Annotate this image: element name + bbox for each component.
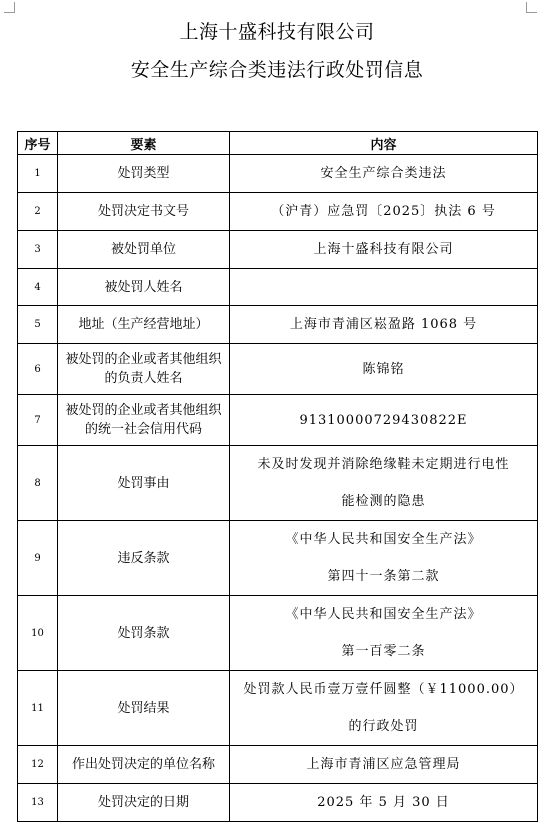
element-line: 作出处罚决定的单位名称 bbox=[71, 757, 215, 772]
table-row bbox=[18, 395, 538, 446]
content-line: 上海十盛科技有限公司 bbox=[313, 242, 454, 257]
document-title: 上海十盛科技有限公司 bbox=[179, 21, 375, 43]
table-row bbox=[18, 784, 538, 822]
content-line: （沪青）应急罚〔2025〕执法 6 号 bbox=[271, 204, 496, 219]
table-body bbox=[18, 155, 538, 822]
row-element bbox=[58, 193, 230, 231]
element-line: 被处罚人姓名 bbox=[104, 279, 183, 295]
element-line: 被处罚单位 bbox=[110, 242, 176, 257]
content-line: 2025 年 5 月 30 日 bbox=[317, 795, 450, 810]
row-number: 10 bbox=[18, 596, 58, 671]
content-line: 能检测的隐患 bbox=[341, 494, 426, 509]
row-element bbox=[58, 306, 230, 344]
element-line: 的统一社会信用代码 bbox=[84, 422, 202, 437]
table-row bbox=[18, 521, 538, 596]
row-content bbox=[230, 784, 538, 822]
table-row bbox=[18, 155, 538, 193]
element-line: 地址（生产经营地址） bbox=[78, 317, 209, 332]
content-line: 第一百零二条 bbox=[341, 644, 426, 659]
row-number: 5 bbox=[18, 306, 58, 344]
table-row bbox=[18, 446, 538, 521]
element-line: 处罚事由 bbox=[117, 475, 170, 491]
table-row bbox=[18, 269, 538, 306]
content-line: 《中华人民共和国安全生产法》 bbox=[285, 532, 482, 547]
row-element bbox=[58, 446, 230, 521]
row-element bbox=[58, 596, 230, 671]
row-number: 12 bbox=[18, 746, 58, 784]
row-content bbox=[230, 671, 538, 746]
row-number: 9 bbox=[18, 521, 58, 596]
row-element bbox=[58, 269, 230, 306]
row-number: 1 bbox=[18, 155, 58, 193]
content-line: 第四十一条第二款 bbox=[327, 569, 440, 584]
table-row bbox=[18, 344, 538, 395]
document-subtitle: 安全生产综合类违法行政处罚信息 bbox=[130, 59, 424, 81]
element-line: 处罚结果 bbox=[117, 700, 170, 716]
content-line: 处罚款人民币壹万壹仟圆整（￥11000.00） bbox=[243, 682, 524, 697]
content-line: 安全生产综合类违法 bbox=[320, 166, 447, 181]
row-content bbox=[230, 746, 538, 784]
content-line: 上海市青浦区应急管理局 bbox=[306, 757, 461, 772]
header-no: 序号 bbox=[18, 132, 58, 155]
element-line: 的负责人姓名 bbox=[104, 371, 183, 386]
row-content bbox=[230, 306, 538, 344]
table-row bbox=[18, 671, 538, 746]
row-element bbox=[58, 231, 230, 269]
row-element bbox=[58, 344, 230, 395]
row-element bbox=[58, 155, 230, 193]
header-element: 要素 bbox=[58, 132, 230, 155]
content-line: 《中华人民共和国安全生产法》 bbox=[285, 607, 482, 622]
element-line: 处罚决定书文号 bbox=[97, 204, 189, 219]
row-content bbox=[230, 395, 538, 446]
row-number: 6 bbox=[18, 344, 58, 395]
row-number: 8 bbox=[18, 446, 58, 521]
content-line: 未及时发现并消除绝缘鞋未定期进行电性 bbox=[257, 457, 510, 472]
row-content bbox=[230, 596, 538, 671]
table-row bbox=[18, 231, 538, 269]
row-element bbox=[58, 671, 230, 746]
row-content bbox=[230, 446, 538, 521]
row-content bbox=[230, 155, 538, 193]
table-header-row bbox=[18, 132, 538, 155]
row-content bbox=[230, 193, 538, 231]
row-content bbox=[230, 521, 538, 596]
page-corner-mark-right bbox=[526, 2, 537, 13]
element-line: 被处罚的企业或者其他组织 bbox=[65, 352, 222, 367]
page-corner-mark-left bbox=[4, 2, 15, 13]
element-line: 违反条款 bbox=[117, 550, 170, 566]
element-line: 处罚决定的日期 bbox=[97, 795, 189, 810]
penalty-info-table bbox=[17, 131, 538, 822]
row-element bbox=[58, 521, 230, 596]
content-line: 上海市青浦区崧盈路 1068 号 bbox=[289, 317, 478, 332]
header-content: 内容 bbox=[230, 132, 538, 155]
row-content bbox=[230, 231, 538, 269]
element-line: 处罚类型 bbox=[117, 166, 170, 181]
row-number: 7 bbox=[18, 395, 58, 446]
row-element bbox=[58, 784, 230, 822]
element-line: 被处罚的企业或者其他组织 bbox=[65, 403, 222, 418]
row-element bbox=[58, 395, 230, 446]
row-content bbox=[230, 269, 538, 306]
content-line: 陈锦铭 bbox=[362, 361, 405, 377]
row-number: 3 bbox=[18, 231, 58, 269]
row-element bbox=[58, 746, 230, 784]
content-line: 91310000729430822E bbox=[299, 412, 468, 428]
content-line: 的行政处罚 bbox=[348, 719, 419, 734]
table-row bbox=[18, 596, 538, 671]
element-line: 处罚条款 bbox=[117, 625, 170, 641]
row-number: 4 bbox=[18, 269, 58, 306]
table-row bbox=[18, 306, 538, 344]
row-number: 11 bbox=[18, 671, 58, 746]
table-row bbox=[18, 746, 538, 784]
row-content bbox=[230, 344, 538, 395]
row-number: 2 bbox=[18, 193, 58, 231]
table-row bbox=[18, 193, 538, 231]
row-number: 13 bbox=[18, 784, 58, 822]
